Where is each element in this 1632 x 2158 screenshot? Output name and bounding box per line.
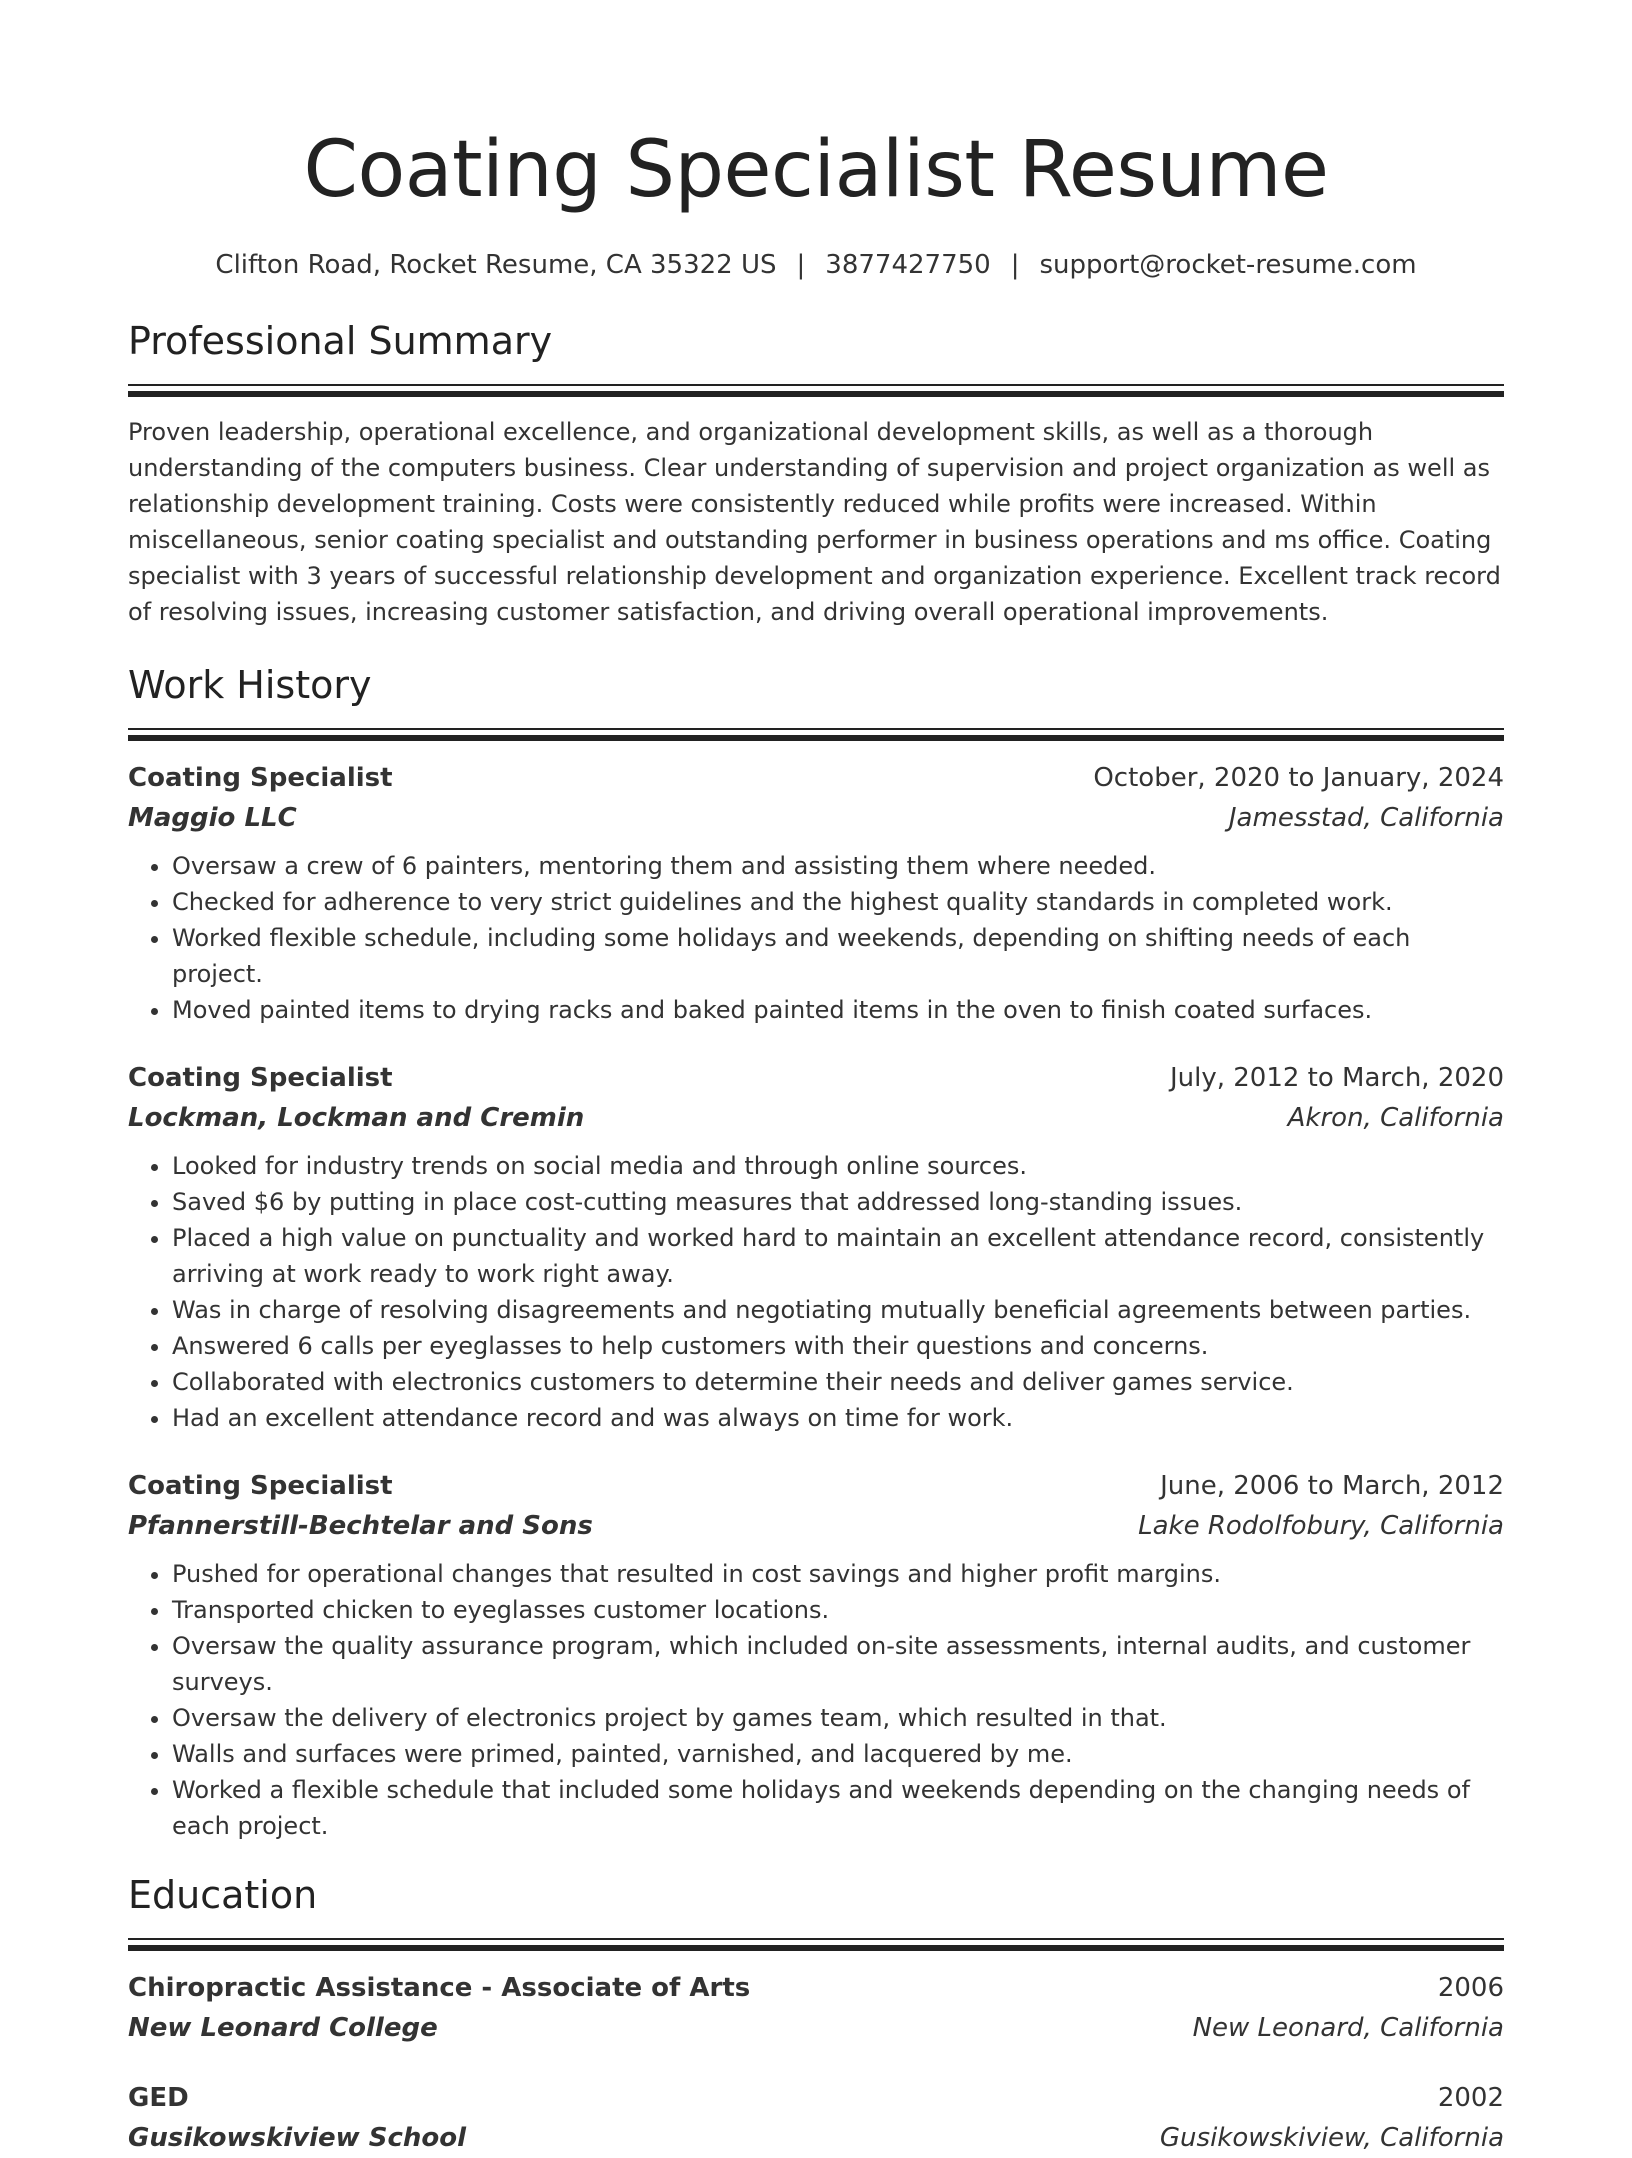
job-company-row	[128, 798, 1504, 838]
job-location: Lake Rodolfobury, California	[1138, 1511, 1504, 1541]
job-title: Coating Specialist	[128, 763, 393, 793]
list-item: • Walls and surfaces were primed, painted, varnished, and lacquered by me.	[172, 1736, 1504, 1772]
contact-separator: |	[796, 250, 806, 280]
job-company-row	[128, 1506, 1504, 1546]
job-dates: October, 2020 to January, 2024	[1093, 763, 1504, 793]
job-bullets	[128, 1556, 1504, 1844]
job-title: Coating Specialist	[128, 1471, 393, 1501]
list-item: • Worked a flexible schedule that included some holidays and weekends depending on the changing needs of each project.	[172, 1772, 1504, 1844]
education-heading: Education	[128, 1873, 318, 1917]
job-entry	[128, 758, 1504, 1028]
list-item: • Worked flexible schedule, including some holidays and weekends, depending on shifting needs of each project.	[172, 920, 1504, 992]
education-degree: Chiropractic Assistance - Associate of Arts	[128, 1973, 751, 2003]
list-item: • Had an excellent attendance record and was always on time for work.	[172, 1400, 1504, 1436]
education-entry	[128, 2078, 1504, 2158]
list-item: • Pushed for operational changes that resulted in cost savings and higher profit margins.	[172, 1556, 1504, 1592]
job-location: Akron, California	[1287, 1103, 1504, 1133]
job-entry	[128, 1058, 1504, 1436]
education-school-row	[128, 2118, 1504, 2158]
section-divider	[128, 1938, 1504, 1952]
job-company: Maggio LLC	[128, 803, 297, 833]
contact-phone: 3877427750	[825, 250, 991, 280]
list-item: • Moved painted items to drying racks and baked painted items in the oven to finish coated surfaces.	[172, 992, 1504, 1028]
list-item: • Was in charge of resolving disagreements and negotiating mutually beneficial agreements between parties.	[172, 1292, 1504, 1328]
job-header-row	[128, 1058, 1504, 1098]
education-section	[128, 1870, 1504, 2158]
education-header-row	[128, 1968, 1504, 2008]
work-section	[128, 660, 1504, 1844]
list-item: • Placed a high value on punctuality and worked hard to maintain an excellent attendance record, consistently arriving at work ready to work right away.	[172, 1220, 1504, 1292]
contact-line	[128, 248, 1504, 282]
education-year: 2002	[1437, 2083, 1504, 2113]
job-dates: June, 2006 to March, 2012	[1160, 1471, 1504, 1501]
job-dates: July, 2012 to March, 2020	[1169, 1063, 1504, 1093]
list-item: • Oversaw the delivery of electronics project by games team, which resulted in that.	[172, 1700, 1504, 1736]
job-location: Jamesstad, California	[1228, 803, 1504, 833]
education-degree: GED	[128, 2083, 189, 2113]
job-company: Pfannerstill-Bechtelar and Sons	[128, 1511, 593, 1541]
summary-heading: Professional Summary	[128, 319, 553, 363]
job-bullets	[128, 848, 1504, 1028]
resume-title: Coating Specialist Resume	[303, 125, 1329, 215]
summary-section	[128, 316, 1504, 630]
resume-page	[128, 0, 1504, 2158]
section-divider	[128, 728, 1504, 742]
education-header-row	[128, 2078, 1504, 2118]
section-divider	[128, 384, 1504, 398]
education-school: Gusikowskiview School	[128, 2123, 467, 2153]
job-header-row	[128, 758, 1504, 798]
education-school: New Leonard College	[128, 2013, 438, 2043]
list-item: • Oversaw a crew of 6 painters, mentoring them and assisting them where needed.	[172, 848, 1504, 884]
job-title: Coating Specialist	[128, 1063, 393, 1093]
education-entry	[128, 1968, 1504, 2048]
summary-text: Proven leadership, operational excellence, and organizational development skills, as well as a thorough understanding of the computers business. Clear understanding of supervision and project organization as well as relationship development training. Costs were consistently reduced while profits were increased. Within miscellaneous, senior coating specialist and outstanding performer in business operations and ms office. Coating specialist with 3 years of successful relationship development and organization experience. Excellent track record of resolving issues, increasing customer satisfaction, and driving overall operational improvements.	[128, 418, 1501, 626]
contact-separator: |	[1010, 250, 1020, 280]
list-item: • Collaborated with electronics customers to determine their needs and deliver games service.	[172, 1364, 1504, 1400]
job-bullets	[128, 1148, 1504, 1436]
contact-email: support@rocket-resume.com	[1039, 250, 1417, 280]
job-company-row	[128, 1098, 1504, 1138]
list-item: • Answered 6 calls per eyeglasses to help customers with their questions and concerns.	[172, 1328, 1504, 1364]
contact-address: Clifton Road, Rocket Resume, CA 35322 US	[215, 250, 777, 280]
work-heading: Work History	[128, 663, 372, 707]
list-item: • Looked for industry trends on social media and through online sources.	[172, 1148, 1504, 1184]
education-location: Gusikowskiview, California	[1159, 2123, 1504, 2153]
list-item: • Checked for adherence to very strict guidelines and the highest quality standards in completed work.	[172, 884, 1504, 920]
list-item: • Oversaw the quality assurance program, which included on-site assessments, internal audits, and customer surveys.	[172, 1628, 1504, 1700]
education-school-row	[128, 2008, 1504, 2048]
education-year: 2006	[1437, 1973, 1504, 2003]
job-entry	[128, 1466, 1504, 1844]
job-header-row	[128, 1466, 1504, 1506]
education-location: New Leonard, California	[1192, 2013, 1504, 2043]
list-item: • Transported chicken to eyeglasses customer locations.	[172, 1592, 1504, 1628]
list-item: • Saved $6 by putting in place cost-cutting measures that addressed long-standing issues.	[172, 1184, 1504, 1220]
job-company: Lockman, Lockman and Cremin	[128, 1103, 585, 1133]
